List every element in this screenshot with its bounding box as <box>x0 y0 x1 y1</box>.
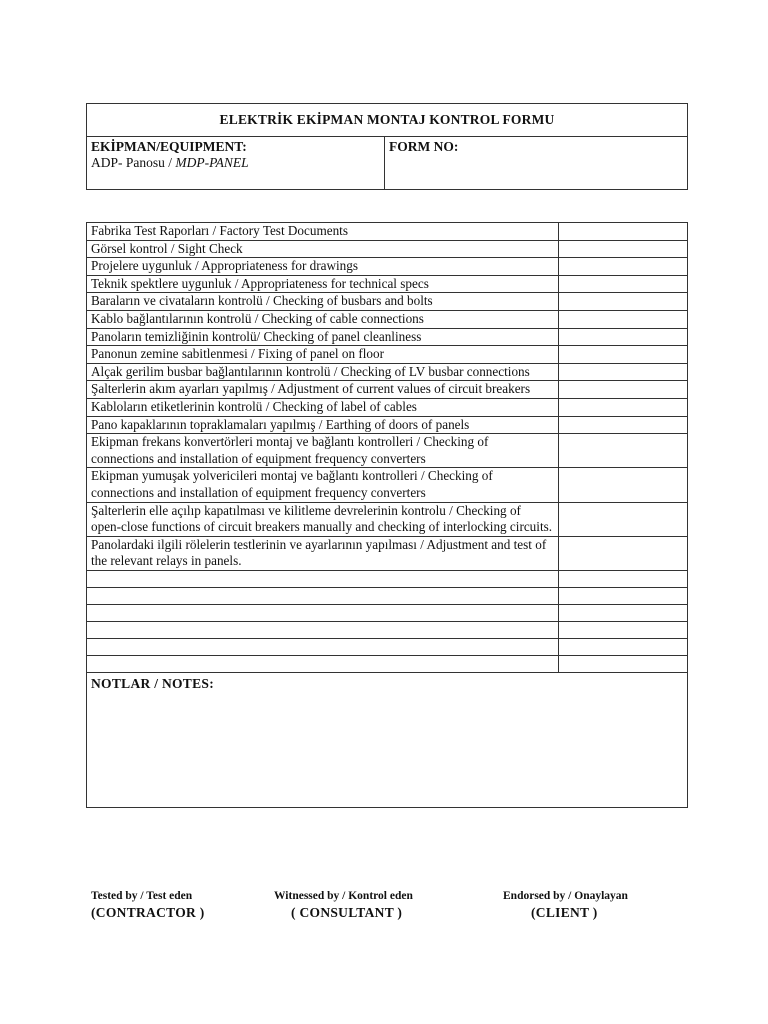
checklist-empty-row <box>87 570 688 587</box>
checklist-item-label: Panoların temizliğinin kontrolü/ Checking of panel cleanliness <box>87 328 559 346</box>
signature-party: ( CONSULTANT ) <box>291 905 403 920</box>
checklist-empty-row <box>87 638 688 655</box>
checklist-row <box>87 293 688 311</box>
checklist-check-cell[interactable] <box>559 398 688 416</box>
checklist-item-label: Panonun zemine sabitlenmesi / Fixing of panel on floor <box>87 346 559 364</box>
checklist-check-cell[interactable] <box>559 502 688 536</box>
empty-check-cell[interactable] <box>559 655 688 672</box>
checklist-item-label: Pano kapaklarının topraklamaları yapılmış / Earthing of doors of panels <box>87 416 559 434</box>
checklist-check-cell[interactable] <box>559 258 688 276</box>
checklist-row <box>87 328 688 346</box>
form-title: ELEKTRİK EKİPMAN MONTAJ KONTROL FORMU <box>87 104 688 137</box>
empty-check-cell[interactable] <box>559 570 688 587</box>
equipment-cell <box>87 137 385 190</box>
signature-party: (CONTRACTOR ) <box>91 905 205 920</box>
checklist-check-cell[interactable] <box>559 536 688 570</box>
checklist-check-cell[interactable] <box>559 310 688 328</box>
checklist-row <box>87 502 688 536</box>
checklist-item-label: Şalterlerin elle açılıp kapatılması ve kilitleme devrelerinin kontrolu / Checking of open-close functions of circuit breakers manually and checking of interlocking circuits. <box>87 502 559 536</box>
checklist-check-cell[interactable] <box>559 434 688 468</box>
checklist-row <box>87 536 688 570</box>
checklist-row <box>87 398 688 416</box>
empty-item-cell[interactable] <box>87 655 559 672</box>
checklist-check-cell[interactable] <box>559 346 688 364</box>
checklist-item-label: Ekipman yumuşak yolvericileri montaj ve bağlantı kontrolleri / Checking of connections and installation of equipment frequency converters <box>87 468 559 502</box>
checklist-row <box>87 223 688 241</box>
checklist-check-cell[interactable] <box>559 468 688 502</box>
checklist-empty-row <box>87 587 688 604</box>
checklist-body <box>87 223 688 808</box>
checklist-row <box>87 240 688 258</box>
signature-role: Witnessed by / Kontrol eden <box>274 890 413 902</box>
form-no-cell[interactable] <box>385 137 688 190</box>
checklist-item-label: Kabloların etiketlerinin kontrolü / Checking of label of cables <box>87 398 559 416</box>
signature-party: (CLIENT ) <box>531 905 598 920</box>
empty-check-cell[interactable] <box>559 604 688 621</box>
checklist-item-label: Panolardaki ilgili rölelerin testlerinin ve ayarlarının yapılması / Adjustment and test of the relevant relays in panels. <box>87 536 559 570</box>
checklist-item-label: Fabrika Test Raporları / Factory Test Documents <box>87 223 559 241</box>
checklist-check-cell[interactable] <box>559 275 688 293</box>
checklist-check-cell[interactable] <box>559 381 688 399</box>
checklist-item-label: Baraların ve civataların kontrolü / Checking of busbars and bolts <box>87 293 559 311</box>
form-no-label: FORM NO: <box>389 139 459 154</box>
checklist-check-cell[interactable] <box>559 293 688 311</box>
empty-check-cell[interactable] <box>559 638 688 655</box>
checklist-empty-row <box>87 655 688 672</box>
checklist-item-label: Kablo bağlantılarının kontrolü / Checking of cable connections <box>87 310 559 328</box>
checklist-check-cell[interactable] <box>559 328 688 346</box>
checklist-row <box>87 363 688 381</box>
notes-label: NOTLAR / NOTES: <box>91 675 215 691</box>
empty-check-cell[interactable] <box>559 587 688 604</box>
signature-consultant <box>274 890 413 921</box>
checklist-check-cell[interactable] <box>559 363 688 381</box>
equipment-label: EKİPMAN/EQUIPMENT: <box>91 139 247 154</box>
checklist-check-cell[interactable] <box>559 416 688 434</box>
equipment-value-tr: ADP- Panosu / <box>91 155 176 170</box>
checklist-row <box>87 310 688 328</box>
checklist-item-label: Şalterlerin akım ayarları yapılmış / Adjustment of current values of circuit breakers <box>87 381 559 399</box>
checklist-item-label: Görsel kontrol / Sight Check <box>87 240 559 258</box>
checklist-item-label: Ekipman frekans konvertörleri montaj ve bağlantı kontrolleri / Checking of connections and installation of equipment frequency converters <box>87 434 559 468</box>
checklist-item-label: Alçak gerilim busbar bağlantılarının kontrolü / Checking of LV busbar connections <box>87 363 559 381</box>
signature-role: Endorsed by / Onaylayan <box>503 890 628 902</box>
empty-item-cell[interactable] <box>87 587 559 604</box>
form-header <box>86 103 688 190</box>
checklist-row <box>87 275 688 293</box>
checklist-row <box>87 468 688 502</box>
signature-contractor <box>91 890 205 921</box>
checklist-item-label: Teknik spektlere uygunluk / Appropriateness for technical specs <box>87 275 559 293</box>
checklist-table <box>86 222 688 808</box>
notes-row <box>87 672 688 807</box>
checklist-empty-row <box>87 604 688 621</box>
checklist-row <box>87 346 688 364</box>
signature-role: Tested by / Test eden <box>91 890 193 902</box>
checklist-row <box>87 381 688 399</box>
notes-section[interactable] <box>87 672 688 807</box>
empty-item-cell[interactable] <box>87 604 559 621</box>
empty-item-cell[interactable] <box>87 638 559 655</box>
equipment-value-en: MDP-PANEL <box>175 155 249 170</box>
checklist-row <box>87 258 688 276</box>
signature-client <box>503 890 628 921</box>
checklist-empty-row <box>87 621 688 638</box>
checklist-item-label: Projelere uygunluk / Appropriateness for drawings <box>87 258 559 276</box>
checklist-check-cell[interactable] <box>559 240 688 258</box>
empty-check-cell[interactable] <box>559 621 688 638</box>
empty-item-cell[interactable] <box>87 621 559 638</box>
empty-item-cell[interactable] <box>87 570 559 587</box>
checklist-row <box>87 416 688 434</box>
checklist-row <box>87 434 688 468</box>
checklist-check-cell[interactable] <box>559 223 688 241</box>
